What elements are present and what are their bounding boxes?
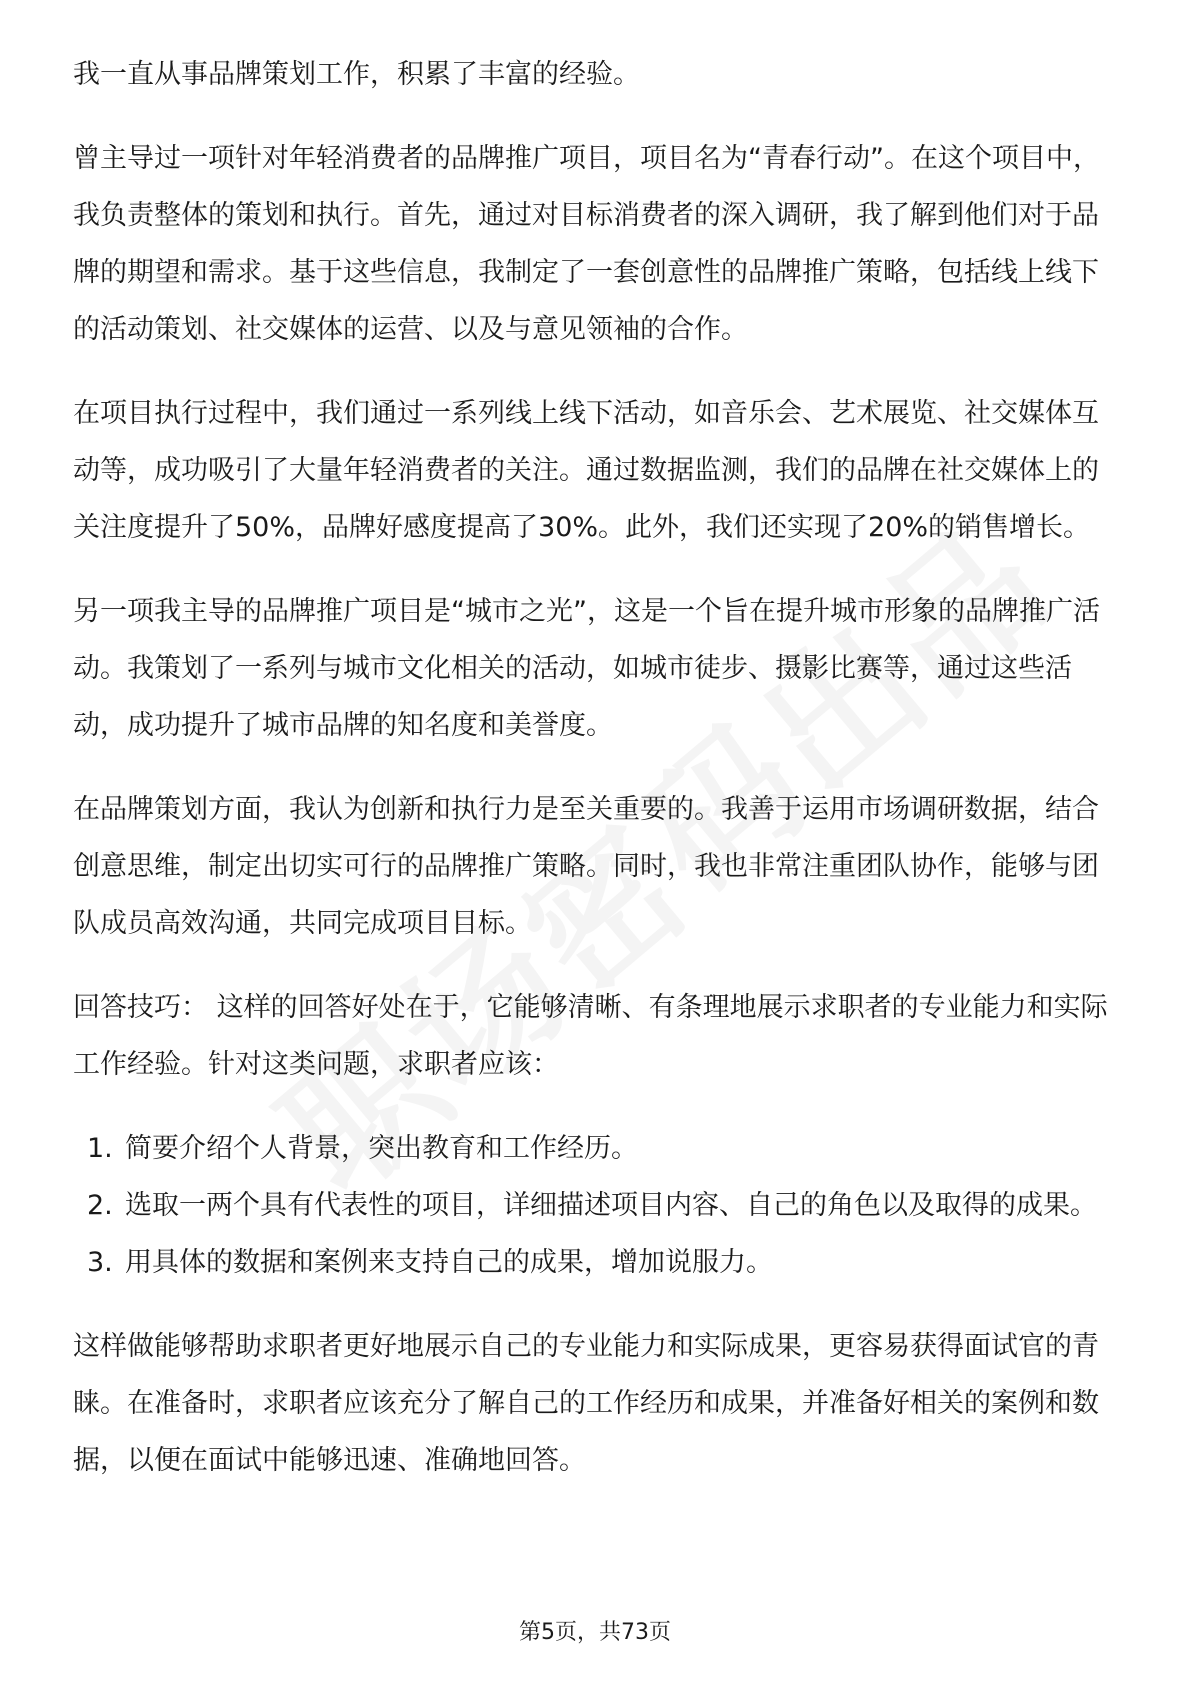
list-item-text: 用具体的数据和案例来支持自己的成果，增加说服力。: [125, 1247, 773, 1278]
list-item-number: 3.: [87, 1247, 113, 1278]
list-item-number: 1.: [87, 1133, 113, 1164]
list-item: [73, 1234, 1123, 1291]
list-item-text: 选取一两个具有代表性的项目，详细描述项目内容、自己的角色以及取得的成果。: [125, 1190, 1097, 1221]
paragraph-project-youth: 曾主导过一项针对年轻消费者的品牌推广项目，项目名为“青春行动”。在这个项目中，我负责整体的策划和执行。首先，通过对目标消费者的深入调研，我了解到他们对于品牌的期望和需求。基于这些信息，我制定了一套创意性的品牌推广策略，包括线上线下的活动策划、社交媒体的运营、以及与意见领袖的合作。: [73, 143, 1100, 345]
tips-list: [73, 1120, 1123, 1291]
list-item-number: 2.: [87, 1190, 113, 1221]
paragraph-project-results: 在项目执行过程中，我们通过一系列线上线下活动，如音乐会、艺术展览、社交媒体互动等，成功吸引了大量年轻消费者的关注。通过数据监测，我们的品牌在社交媒体上的关注度提升了50%，品牌好感度提高了30%。此外，我们还实现了20%的销售增长。: [73, 398, 1099, 543]
page-number: 第5页，共73页: [519, 1620, 671, 1645]
list-item: [73, 1177, 1123, 1234]
paragraph-project-city: 另一项我主导的品牌推广项目是“城市之光”，这是一个旨在提升城市形象的品牌推广活动。我策划了一系列与城市文化相关的活动，如城市徒步、摄影比赛等，通过这些活动，成功提升了城市品牌的知名度和美誉度。: [73, 596, 1100, 741]
list-item-text: 简要介绍个人背景，突出教育和工作经历。: [125, 1133, 638, 1164]
paragraph-closing: 这样做能够帮助求职者更好地展示自己的专业能力和实际成果，更容易获得面试官的青睐。在准备时，求职者应该充分了解自己的工作经历和成果，并准备好相关的案例和数据，以便在面试中能够迅速、准确地回答。: [73, 1331, 1099, 1476]
document-body: [73, 46, 1123, 1516]
list-item: [73, 1120, 1123, 1177]
paragraph-answer-tips: 回答技巧： 这样的回答好处在于，它能够清晰、有条理地展示求职者的专业能力和实际工作经验。针对这类问题，求职者应该：: [73, 992, 1108, 1080]
paragraph-intro: 我一直从事品牌策划工作，积累了丰富的经验。: [73, 59, 640, 90]
paragraph-strengths: 在品牌策划方面，我认为创新和执行力是至关重要的。我善于运用市场调研数据，结合创意思维，制定出切实可行的品牌推广策略。同时，我也非常注重团队协作，能够与团队成员高效沟通，共同完成项目目标。: [73, 794, 1099, 939]
